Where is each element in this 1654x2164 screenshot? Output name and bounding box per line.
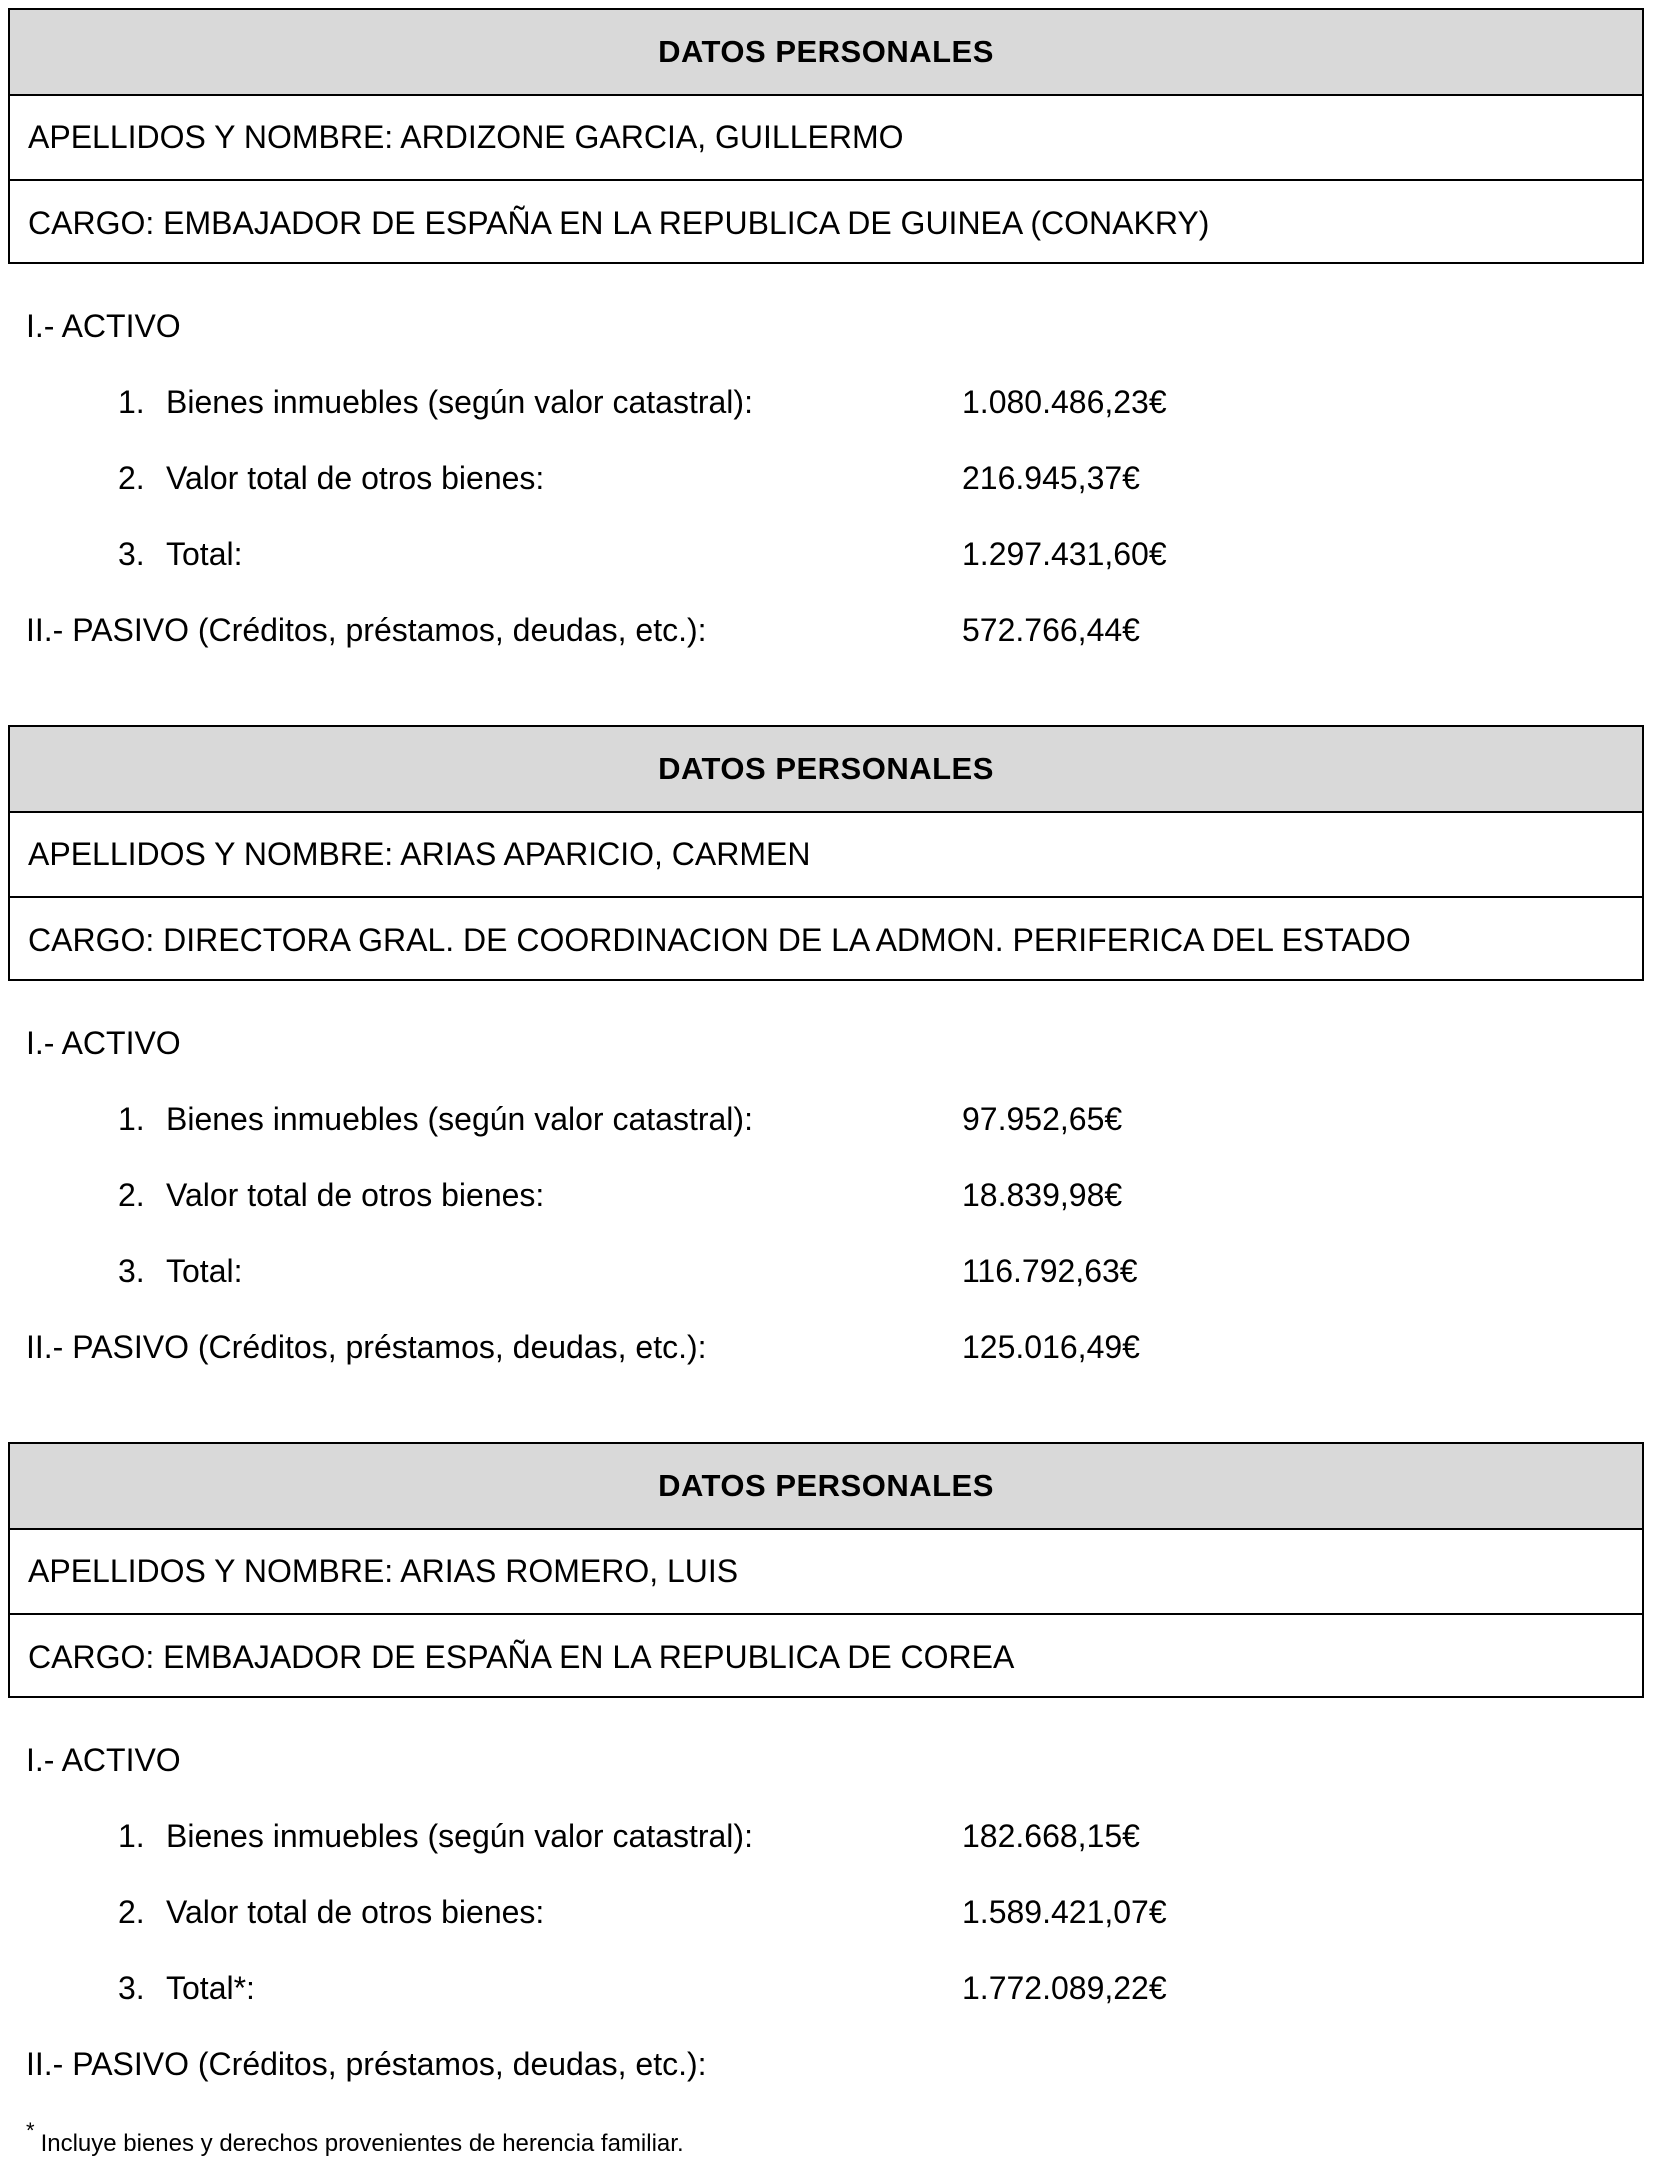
item-number: 2. — [118, 1177, 145, 1213]
activo-label: I.- ACTIVO — [26, 308, 181, 344]
section-header: DATOS PERSONALES — [10, 727, 1642, 813]
section-header: DATOS PERSONALES — [10, 1444, 1642, 1530]
item-value: 1.772.089,22€ — [962, 1970, 1167, 2006]
pasivo-value: 572.766,44€ — [962, 612, 1140, 648]
activo-label: I.- ACTIVO — [26, 1742, 181, 1778]
section-header: DATOS PERSONALES — [10, 10, 1642, 96]
item-value: 1.589.421,07€ — [962, 1894, 1167, 1930]
item-number: 3. — [118, 536, 145, 572]
cargo-field: CARGO: EMBAJADOR DE ESPAÑA EN LA REPUBLICA DE COREA — [28, 1639, 1015, 1675]
item-value: 116.792,63€ — [962, 1253, 1138, 1289]
pasivo-value: 125.016,49€ — [962, 1329, 1140, 1365]
cargo-field: CARGO: EMBAJADOR DE ESPAÑA EN LA REPUBLICA DE GUINEA (CONAKRY) — [28, 205, 1210, 241]
personal-data-box — [8, 1442, 1644, 1698]
item-value: 18.839,98€ — [962, 1177, 1123, 1213]
personal-data-box — [8, 725, 1644, 981]
item-number: 2. — [118, 460, 145, 496]
item-label: Valor total de otros bienes: — [166, 1894, 545, 1930]
item-number: 1. — [118, 384, 145, 420]
item-label: Total: — [166, 536, 243, 572]
footnote — [26, 2118, 684, 2158]
item-label: Bienes inmuebles (según valor catastral): — [166, 1818, 753, 1854]
item-label: Bienes inmuebles (según valor catastral): — [166, 1101, 753, 1137]
item-number: 3. — [118, 1253, 145, 1289]
item-label: Valor total de otros bienes: — [166, 1177, 545, 1213]
item-number: 3. — [118, 1970, 145, 2006]
item-label: Total*: — [166, 1970, 255, 2006]
pasivo-label: II.- PASIVO (Créditos, préstamos, deudas, etc.): — [26, 2046, 707, 2082]
pasivo-label: II.- PASIVO (Créditos, préstamos, deudas, etc.): — [26, 1329, 707, 1365]
name-field: APELLIDOS Y NOMBRE: ARIAS ROMERO, LUIS — [10, 1530, 1642, 1615]
personal-data-box — [8, 8, 1644, 264]
item-value: 1.297.431,60€ — [962, 536, 1167, 572]
cargo-field: CARGO: DIRECTORA GRAL. DE COORDINACION DE LA ADMON. PERIFERICA DEL ESTADO — [28, 922, 1411, 958]
footnote-mark: * — [26, 2118, 35, 2143]
footnote-text: Incluye bienes y derechos provenientes de herencia familiar. — [40, 2130, 684, 2157]
pasivo-label: II.- PASIVO (Créditos, préstamos, deudas, etc.): — [26, 612, 707, 648]
item-label: Valor total de otros bienes: — [166, 460, 545, 496]
item-value: 97.952,65€ — [962, 1101, 1123, 1137]
item-label: Bienes inmuebles (según valor catastral): — [166, 384, 753, 420]
item-label: Total: — [166, 1253, 243, 1289]
item-number: 1. — [118, 1101, 145, 1137]
item-value: 182.668,15€ — [962, 1818, 1140, 1854]
name-field: APELLIDOS Y NOMBRE: ARDIZONE GARCIA, GUILLERMO — [10, 96, 1642, 181]
activo-label: I.- ACTIVO — [26, 1025, 181, 1061]
item-number: 1. — [118, 1818, 145, 1854]
item-number: 2. — [118, 1894, 145, 1930]
name-field: APELLIDOS Y NOMBRE: ARIAS APARICIO, CARMEN — [10, 813, 1642, 898]
item-value: 1.080.486,23€ — [962, 384, 1167, 420]
item-value: 216.945,37€ — [962, 460, 1140, 496]
